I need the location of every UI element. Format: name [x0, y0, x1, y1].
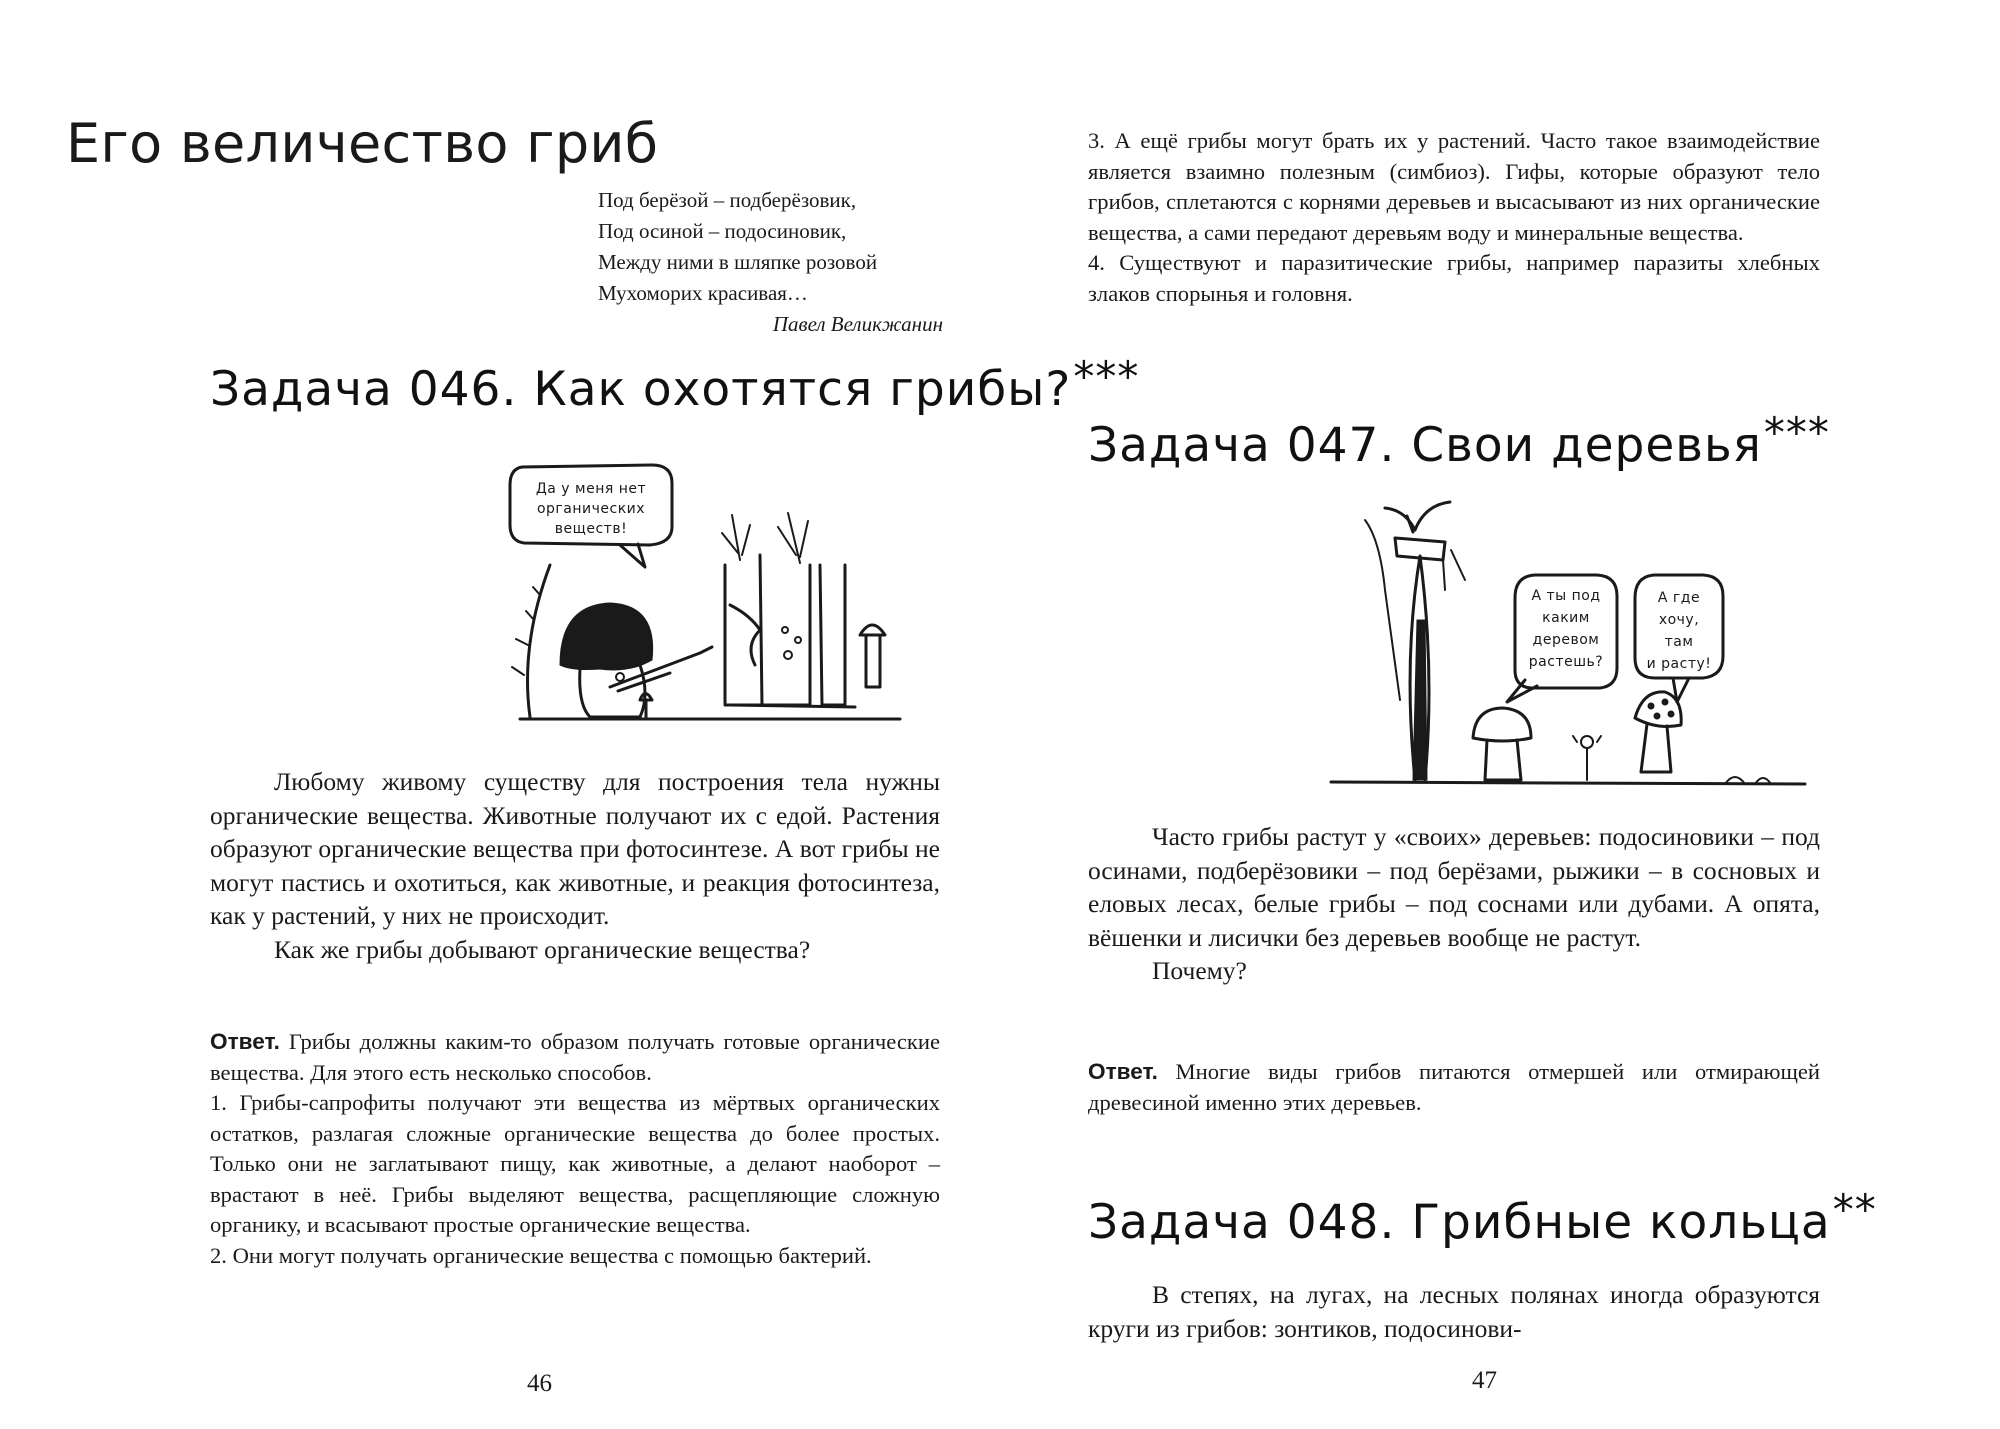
white-mushroom-icon	[1473, 708, 1531, 780]
task-046-stars: ***	[1073, 352, 1140, 401]
speech-line: органических	[536, 501, 646, 517]
question-paragraph: В степях, на лугах, на лесных полянах иногда образуются круги из грибов: зонтиков, подосинови-	[1088, 1280, 1820, 1343]
epigraph-author: Павел Великжанин	[772, 312, 943, 336]
task-048-question	[1088, 1278, 1820, 1345]
answer-item: 1. Грибы-сапрофиты получают эти вещества из мёртвых органических остатков, разлагая сложные органические вещества до более простых. Только они не заглатывают пищу, как животные, а делают наоборот – врастают в неё. Грибы выделяют вещества, расщепляющие сложную органику, и всасывают простые органические вещества.	[210, 1090, 940, 1237]
speech-line: и расту!	[1646, 656, 1712, 672]
tree-trunks-icon	[722, 513, 855, 707]
task-046-answer	[210, 1027, 940, 1271]
task-046-title: Задача 046. Как охотятся грибы?	[210, 362, 1072, 417]
task-048-stars: **	[1832, 1185, 1877, 1234]
task-048-heading	[1088, 1185, 1877, 1250]
page-number: 47	[1472, 1367, 1497, 1394]
answer-label: Ответ.	[210, 1029, 280, 1054]
ground-line	[1331, 782, 1805, 784]
epigraph-line: Мухоморих красивая…	[598, 281, 808, 305]
grass-plant-icon	[512, 565, 550, 717]
answer-item: 3. А ещё грибы могут брать их у растений. Часто такое взаимодействие является взаимно полезным (симбиоз). Гифы, которые образуют тело грибов, сплетаются с корнями деревьев и высасывают из них органические вещества, а сами передают деревьям воду и минеральные вещества.	[1088, 128, 1820, 245]
answer-intro: Грибы должны каким-то образом получать готовые органические вещества. Для этого есть несколько способов.	[210, 1029, 940, 1085]
tree-character-icon	[1365, 502, 1465, 780]
task-047-answer	[1088, 1057, 1820, 1118]
right-page	[1000, 0, 2000, 1429]
answer-item: 4. Существуют и паразитические грибы, например паразиты хлебных злаков спорынья и головня.	[1088, 250, 1820, 306]
illustration-mushroom-hunter	[500, 455, 940, 725]
speech-line: А ты под	[1531, 588, 1601, 604]
task-047-title: Задача 047. Свои деревья	[1088, 418, 1762, 473]
task-047-stars: ***	[1763, 408, 1830, 457]
epigraph-line: Под осиной – подосиновик,	[598, 219, 847, 243]
task-047-heading	[1088, 408, 1830, 473]
speech-line: Да у меня нет	[535, 481, 647, 497]
question-paragraph: Как же грибы добывают органические вещества?	[274, 934, 811, 964]
chapter-title: Его величество гриб	[66, 112, 659, 175]
page-number: 46	[527, 1370, 552, 1397]
question-paragraph: Часто грибы растут у «своих» деревьев: подосиновики – под осинами, подберёзовики – под берёзами, рыжики – в сосновых и еловых лесах, белые грибы – под соснами или дубами. А опята, вёшенки и лисички без деревьев вообще не растут.	[1088, 822, 1820, 952]
task-048-title: Задача 048. Грибные кольца	[1088, 1195, 1831, 1250]
answer-item: 2. Они могут получать органические вещества с помощью бактерий.	[210, 1242, 872, 1268]
speech-bubble-right	[1635, 575, 1723, 702]
speech-line: деревом	[1532, 632, 1600, 648]
flower-icon	[1573, 736, 1601, 780]
mushroom-character-icon	[560, 603, 712, 717]
task-047-question	[1088, 820, 1820, 988]
speech-line: растешь?	[1528, 654, 1604, 670]
answer-continuation	[1088, 126, 1820, 309]
answer-text: Многие виды грибов питаются отмершей или отмирающей древесиной именно этих деревьев.	[1088, 1059, 1820, 1115]
task-046-question	[210, 765, 940, 966]
question-paragraph: Почему?	[1152, 956, 1247, 985]
speech-bubble	[510, 465, 672, 567]
speech-line: веществ!	[554, 521, 628, 537]
fly-agaric-icon	[1635, 692, 1681, 772]
question-paragraph: Любому живому существу для построения тела нужны органические вещества. Животные получают их с едой. Растения образуют органические вещества при фотосинтезе. А вот грибы не могут пастись и охотиться, как животные, и реакция фотосинтеза, как у растений, у них не происходит.	[210, 767, 940, 930]
speech-line: хочу,	[1658, 612, 1700, 628]
illustration-tree-mushrooms	[1325, 480, 1815, 800]
epigraph-line: Между ними в шляпке розовой	[598, 250, 878, 274]
speech-bubble-left	[1507, 575, 1617, 702]
answer-label: Ответ.	[1088, 1059, 1158, 1084]
speech-line: каким	[1542, 610, 1590, 626]
epigraph	[598, 185, 943, 340]
epigraph-line: Под берёзой – подберёзовик,	[598, 188, 857, 212]
speech-line: А где	[1657, 590, 1701, 606]
speech-line: там	[1664, 634, 1694, 650]
